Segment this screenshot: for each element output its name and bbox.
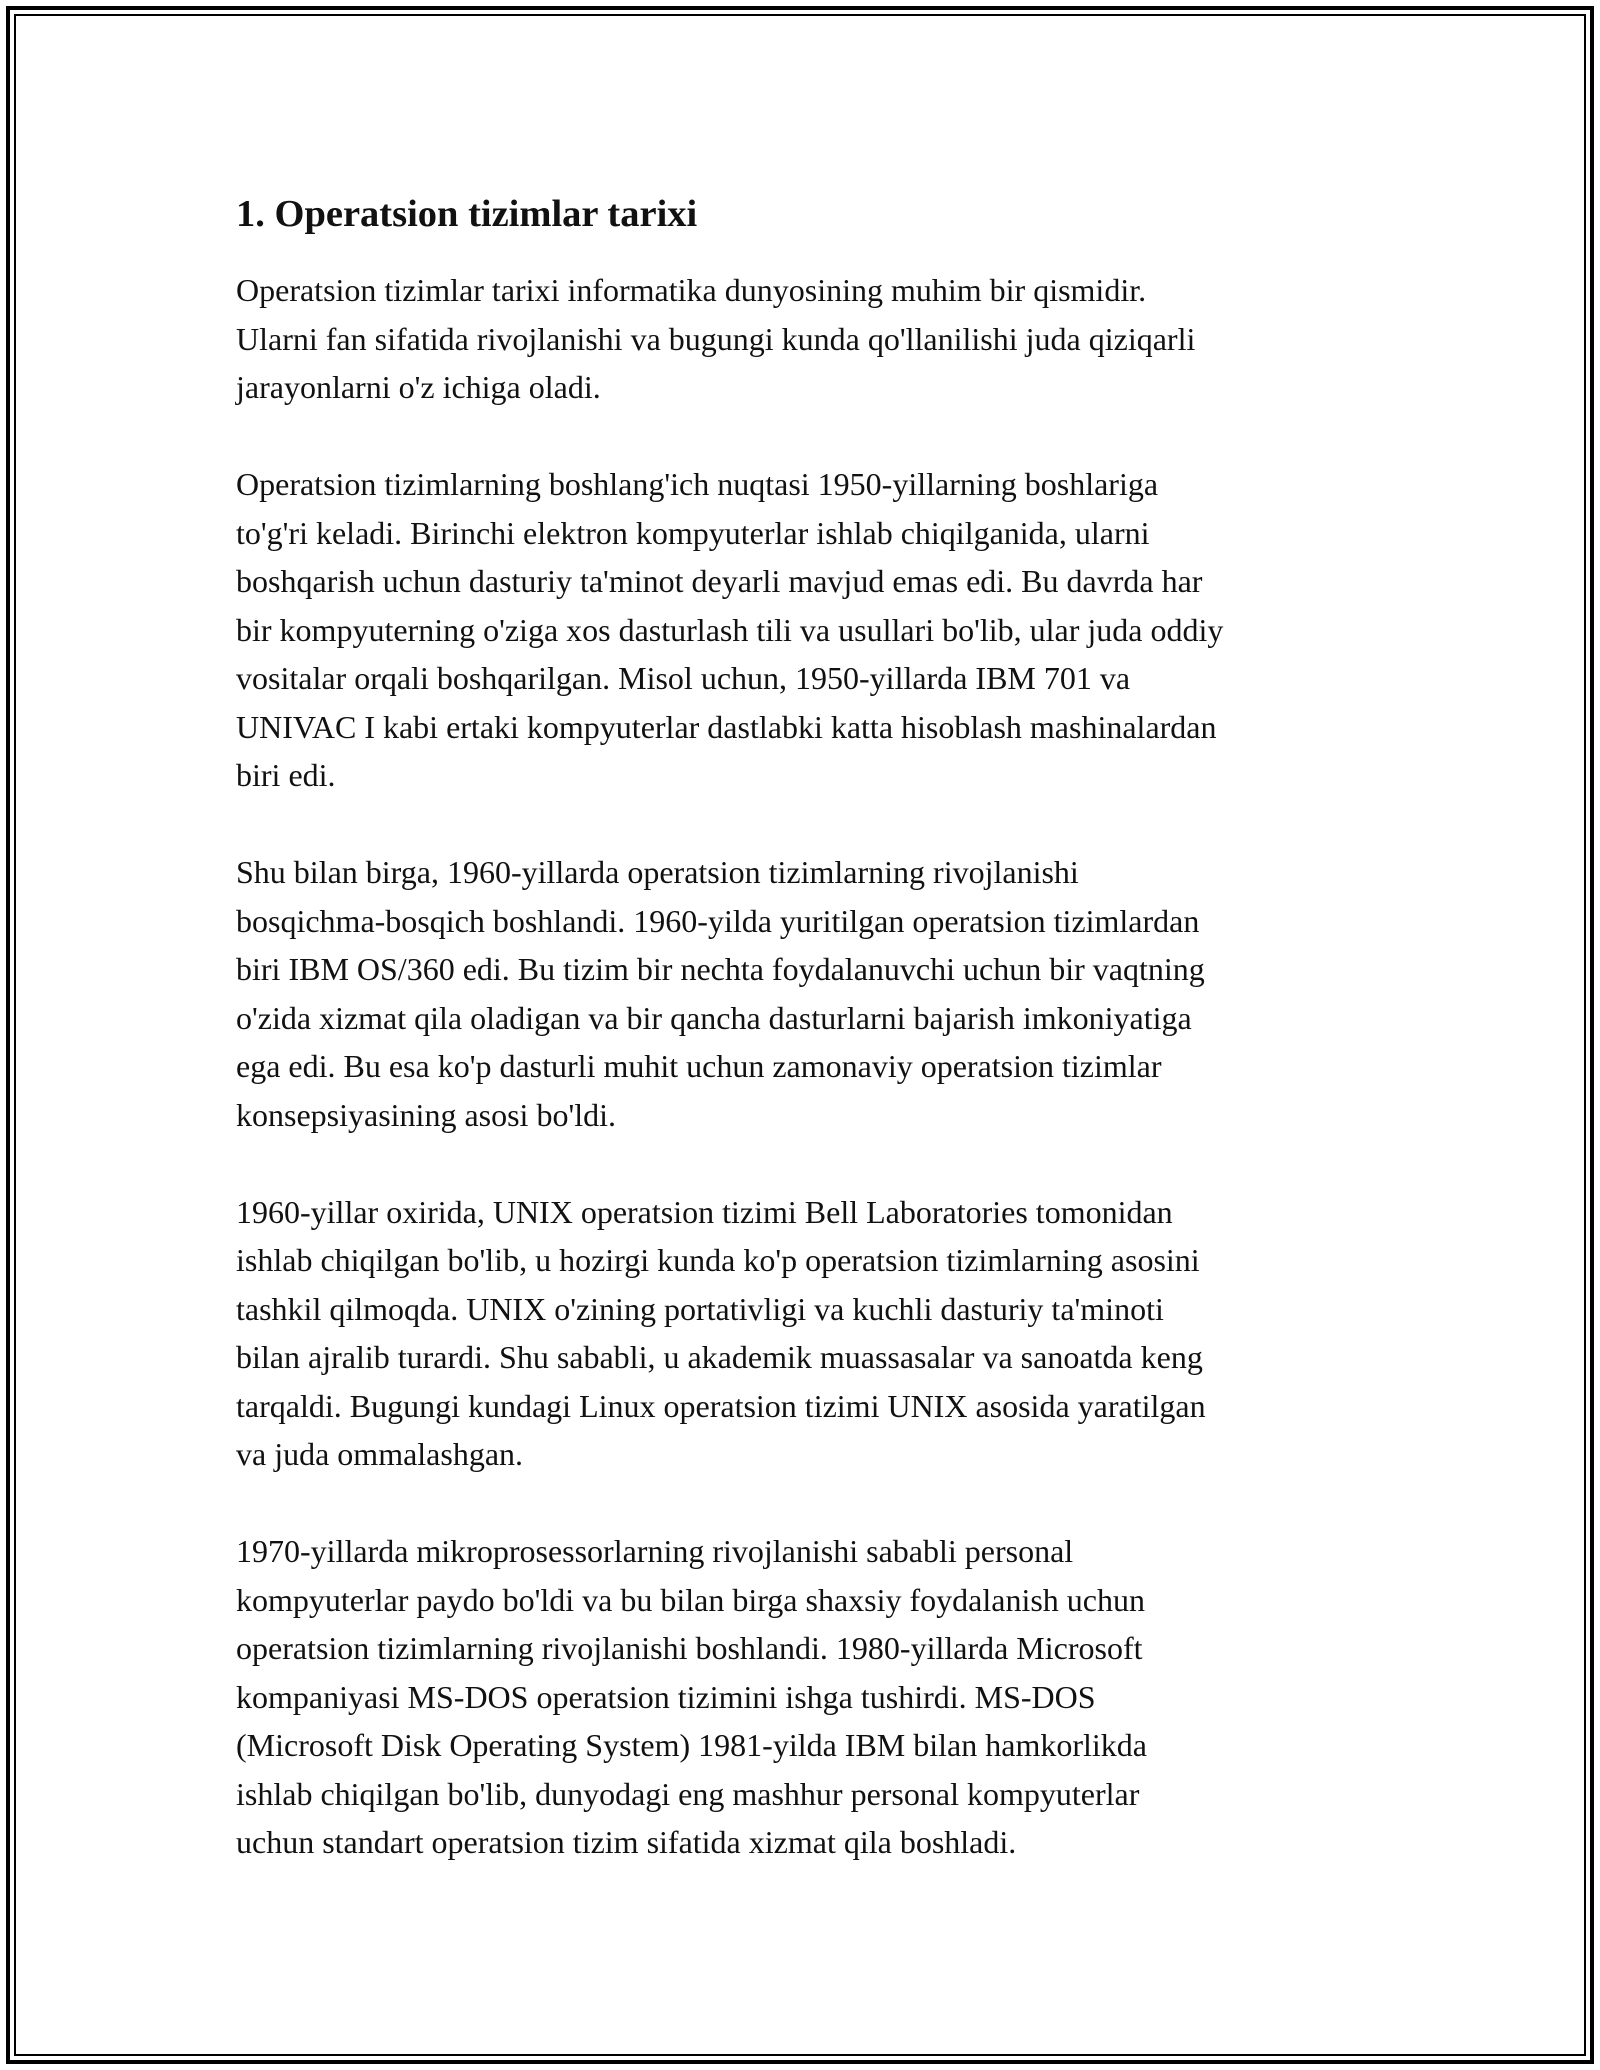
text-line: Operatsion tizimlarning boshlang'ich nuqtasi 1950-yillarning boshlariga xyxy=(236,466,1159,502)
text-line: bilan ajralib turardi. Shu sababli, u akademik muassasalar va sanoatda keng xyxy=(236,1339,1203,1375)
text-line: tarqaldi. Bugungi kundagi Linux operatsion tizimi UNIX asosida yaratilgan xyxy=(236,1387,1206,1424)
paragraph-unix xyxy=(236,1188,1376,1479)
text-line: 1970-yillarda mikroprosessorlarning rivojlanishi sababli personal xyxy=(236,1533,1074,1569)
paragraph-intro xyxy=(236,266,1376,412)
text-line: kompyuterlar paydo bo'ldi va bu bilan birga shaxsiy foydalanish uchun xyxy=(236,1581,1145,1618)
text-line: 1960-yillar oxirida, UNIX operatsion tizimi Bell Laboratories tomonidan xyxy=(236,1193,1173,1230)
text-line: konsepsiyasining asosi bo'ldi. xyxy=(236,1096,616,1133)
text-line: ega edi. Bu esa ko'p dasturli muhit uchun zamonaviy operatsion tizimlar xyxy=(236,1048,1162,1084)
text-line: ishlab chiqilgan bo'lib, u hozirgi kunda ko'p operatsion tizimlarning asosini xyxy=(236,1242,1200,1278)
text-line: uchun standart operatsion tizim sifatida xizmat qila boshladi. xyxy=(236,1824,1017,1860)
paragraph-ms-dos xyxy=(236,1527,1376,1867)
text-line: vositalar orqali boshqarilgan. Misol uchun, 1950-yillarda IBM 701 va xyxy=(236,660,1131,696)
text-line: ishlab chiqilgan bo'lib, dunyodagi eng mashhur personal kompyuterlar xyxy=(236,1775,1140,1812)
text-line: o'zida xizmat qila oladigan va bir qancha dasturlarni bajarish imkoniyatiga xyxy=(236,999,1192,1036)
text-line: tashkil qilmoqda. UNIX o'zining portativligi va kuchli dasturiy ta'minoti xyxy=(236,1290,1164,1327)
text-line: UNIVAC I kabi ertaki kompyuterlar dastlabki katta hisoblash mashinalardan xyxy=(236,708,1217,745)
text-line: jarayonlarni o'z ichiga oladi. xyxy=(236,369,601,405)
text-line: Ularni fan sifatida rivojlanishi va bugungi kunda qo'llanilishi juda qiziqarli xyxy=(236,320,1196,357)
paragraph-1950s xyxy=(236,460,1376,800)
text-line: biri edi. xyxy=(236,757,336,793)
document-body xyxy=(236,188,1376,1867)
text-line: Shu bilan birga, 1960-yillarda operatsion tizimlarning rivojlanishi xyxy=(236,854,1079,890)
text-line: Operatsion tizimlar tarixi informatika dunyosining muhim bir qismidir. xyxy=(236,272,1147,308)
text-line: (Microsoft Disk Operating System) 1981-yilda IBM bilan hamkorlikda xyxy=(236,1727,1147,1763)
text-line: boshqarish uchun dasturiy ta'minot deyarli mavjud emas edi. Bu davrda har xyxy=(236,563,1203,599)
text-line: kompaniyasi MS-DOS operatsion tizimini ishga tushirdi. MS-DOS xyxy=(236,1678,1096,1715)
text-line: bosqichma-bosqich boshlandi. 1960-yilda yuritilgan operatsion tizimlardan xyxy=(236,902,1200,939)
text-line: bir kompyuterning o'ziga xos dasturlash tili va usullari bo'lib, ular juda oddiy xyxy=(236,611,1224,648)
text-line: to'g'ri keladi. Birinchi elektron kompyuterlar ishlab chiqilganida, ularni xyxy=(236,514,1150,551)
text-line: operatsion tizimlarning rivojlanishi boshlandi. 1980-yillarda Microsoft xyxy=(236,1630,1143,1666)
section-title: 1. Operatsion tizimlar tarixi xyxy=(236,193,698,235)
text-line: biri IBM OS/360 edi. Bu tizim bir nechta foydalanuvchi uchun bir vaqtning xyxy=(236,951,1205,987)
paragraph-1960s xyxy=(236,848,1376,1139)
text-line: va juda ommalashgan. xyxy=(236,1436,524,1472)
